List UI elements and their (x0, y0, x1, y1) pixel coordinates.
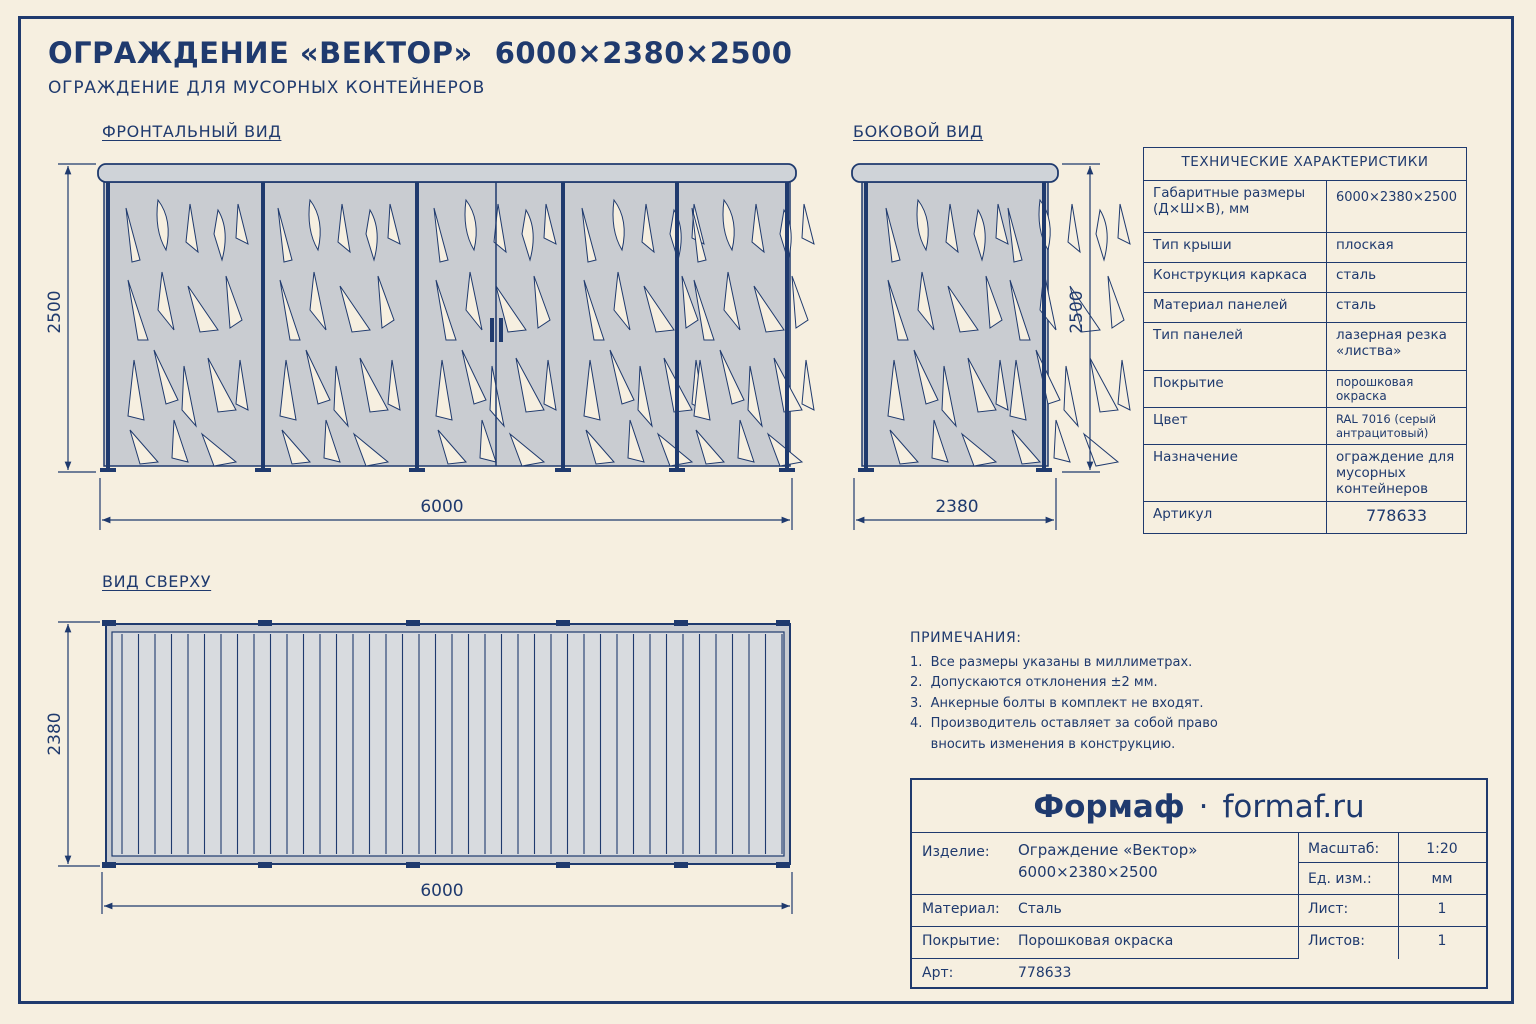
spec-row-name: Материал панелей (1144, 293, 1327, 323)
spec-header: ТЕХНИЧЕСКИЕ ХАРАКТЕРИСТИКИ (1144, 148, 1467, 181)
spec-row-name: Габаритные размеры (Д×Ш×В), мм (1144, 181, 1327, 233)
top-width-dim: 6000 (420, 881, 464, 901)
notes-header: ПРИМЕЧАНИЯ: (910, 630, 1022, 646)
spec-row-name: Цвет (1144, 408, 1327, 445)
sheet-value: 1 (1437, 901, 1447, 917)
spec-row-value: сталь (1326, 263, 1466, 293)
drawing-subtitle: ОГРАЖДЕНИЕ ДЛЯ МУСОРНЫХ КОНТЕЙНЕРОВ (48, 78, 486, 98)
spec-row-value: 778633 (1326, 502, 1466, 534)
art-value: 778633 (1018, 965, 1072, 981)
spec-row-value: порошковая окраска (1326, 371, 1466, 408)
front-view (58, 164, 814, 530)
note-item: 2. Допускаются отклонения ±2 мм. (910, 675, 1158, 690)
top-view (58, 620, 792, 914)
side-height-dim: 2500 (1067, 290, 1087, 334)
note-item: вносить изменения в конструкцию. (910, 736, 1176, 752)
spec-row-name: Тип панелей (1144, 323, 1327, 371)
art-label: Арт: (922, 965, 954, 981)
front-height-dim: 2500 (45, 290, 65, 334)
product-name: Ограждение «Вектор» (1018, 841, 1198, 859)
front-feet (100, 468, 795, 472)
brand-separator: · (1198, 789, 1209, 825)
spec-row-name: Покрытие (1144, 371, 1327, 408)
material-label: Материал: (922, 901, 1000, 917)
front-width-dim: 6000 (420, 497, 464, 517)
product-dims: 6000×2380×2500 (1018, 863, 1158, 881)
spec-row-value: 6000×2380×2500 (1326, 181, 1466, 233)
spec-row-name: Тип крыши (1144, 233, 1327, 263)
title-text: ОГРАЖДЕНИЕ «ВЕКТОР» (48, 36, 473, 70)
scale-value: 1:20 (1426, 841, 1458, 857)
coating-value: Порошковая окраска (1018, 933, 1174, 949)
spec-row-name: Артикул (1144, 502, 1327, 534)
roof-ribs (122, 634, 782, 854)
side-width-dim: 2380 (935, 497, 979, 517)
brand-name: Формаф (1033, 789, 1185, 825)
note-item: 4. Производитель оставляет за собой право (910, 716, 1218, 731)
brand-site: formaf.ru (1222, 789, 1365, 825)
material-value: Сталь (1018, 901, 1062, 917)
sheets-label: Листов: (1308, 933, 1366, 949)
top-view-label: ВИД СВЕРХУ (102, 572, 212, 591)
title-block (910, 778, 1488, 989)
spec-row-name: Назначение (1144, 445, 1327, 502)
unit-label: Ед. изм.: (1308, 871, 1372, 887)
title-dims: 6000×2380×2500 (494, 36, 793, 70)
front-view-label: ФРОНТАЛЬНЫЙ ВИД (102, 122, 282, 141)
spec-row-name: Конструкция каркаса (1144, 263, 1327, 293)
sheet-label: Лист: (1308, 901, 1349, 917)
brand-bar (912, 780, 1486, 833)
top-depth-dim: 2380 (45, 712, 65, 756)
spec-row-value: плоская (1326, 233, 1466, 263)
scale-label: Масштаб: (1308, 841, 1380, 857)
spec-row-value: RAL 7016 (серый антрацитовый) (1326, 408, 1466, 445)
spec-row-value: сталь (1326, 293, 1466, 323)
note-item: 1. Все размеры указаны в миллиметрах. (910, 654, 1193, 670)
spec-row-value: лазерная резка «листва» (1326, 323, 1466, 371)
front-roof (98, 164, 796, 182)
spec-table (1143, 147, 1467, 534)
side-view-label: БОКОВОЙ ВИД (853, 122, 984, 141)
spec-row-value: ограждение для мусорных контейнеров (1326, 445, 1466, 502)
sheets-value: 1 (1437, 933, 1447, 949)
unit-value: мм (1431, 871, 1453, 887)
notes-block (910, 628, 1218, 755)
side-view (852, 164, 1130, 530)
coating-label: Покрытие: (922, 933, 1001, 949)
product-label: Изделие: (922, 844, 990, 860)
note-item: 3. Анкерные болты в комплект не входят. (910, 695, 1204, 711)
